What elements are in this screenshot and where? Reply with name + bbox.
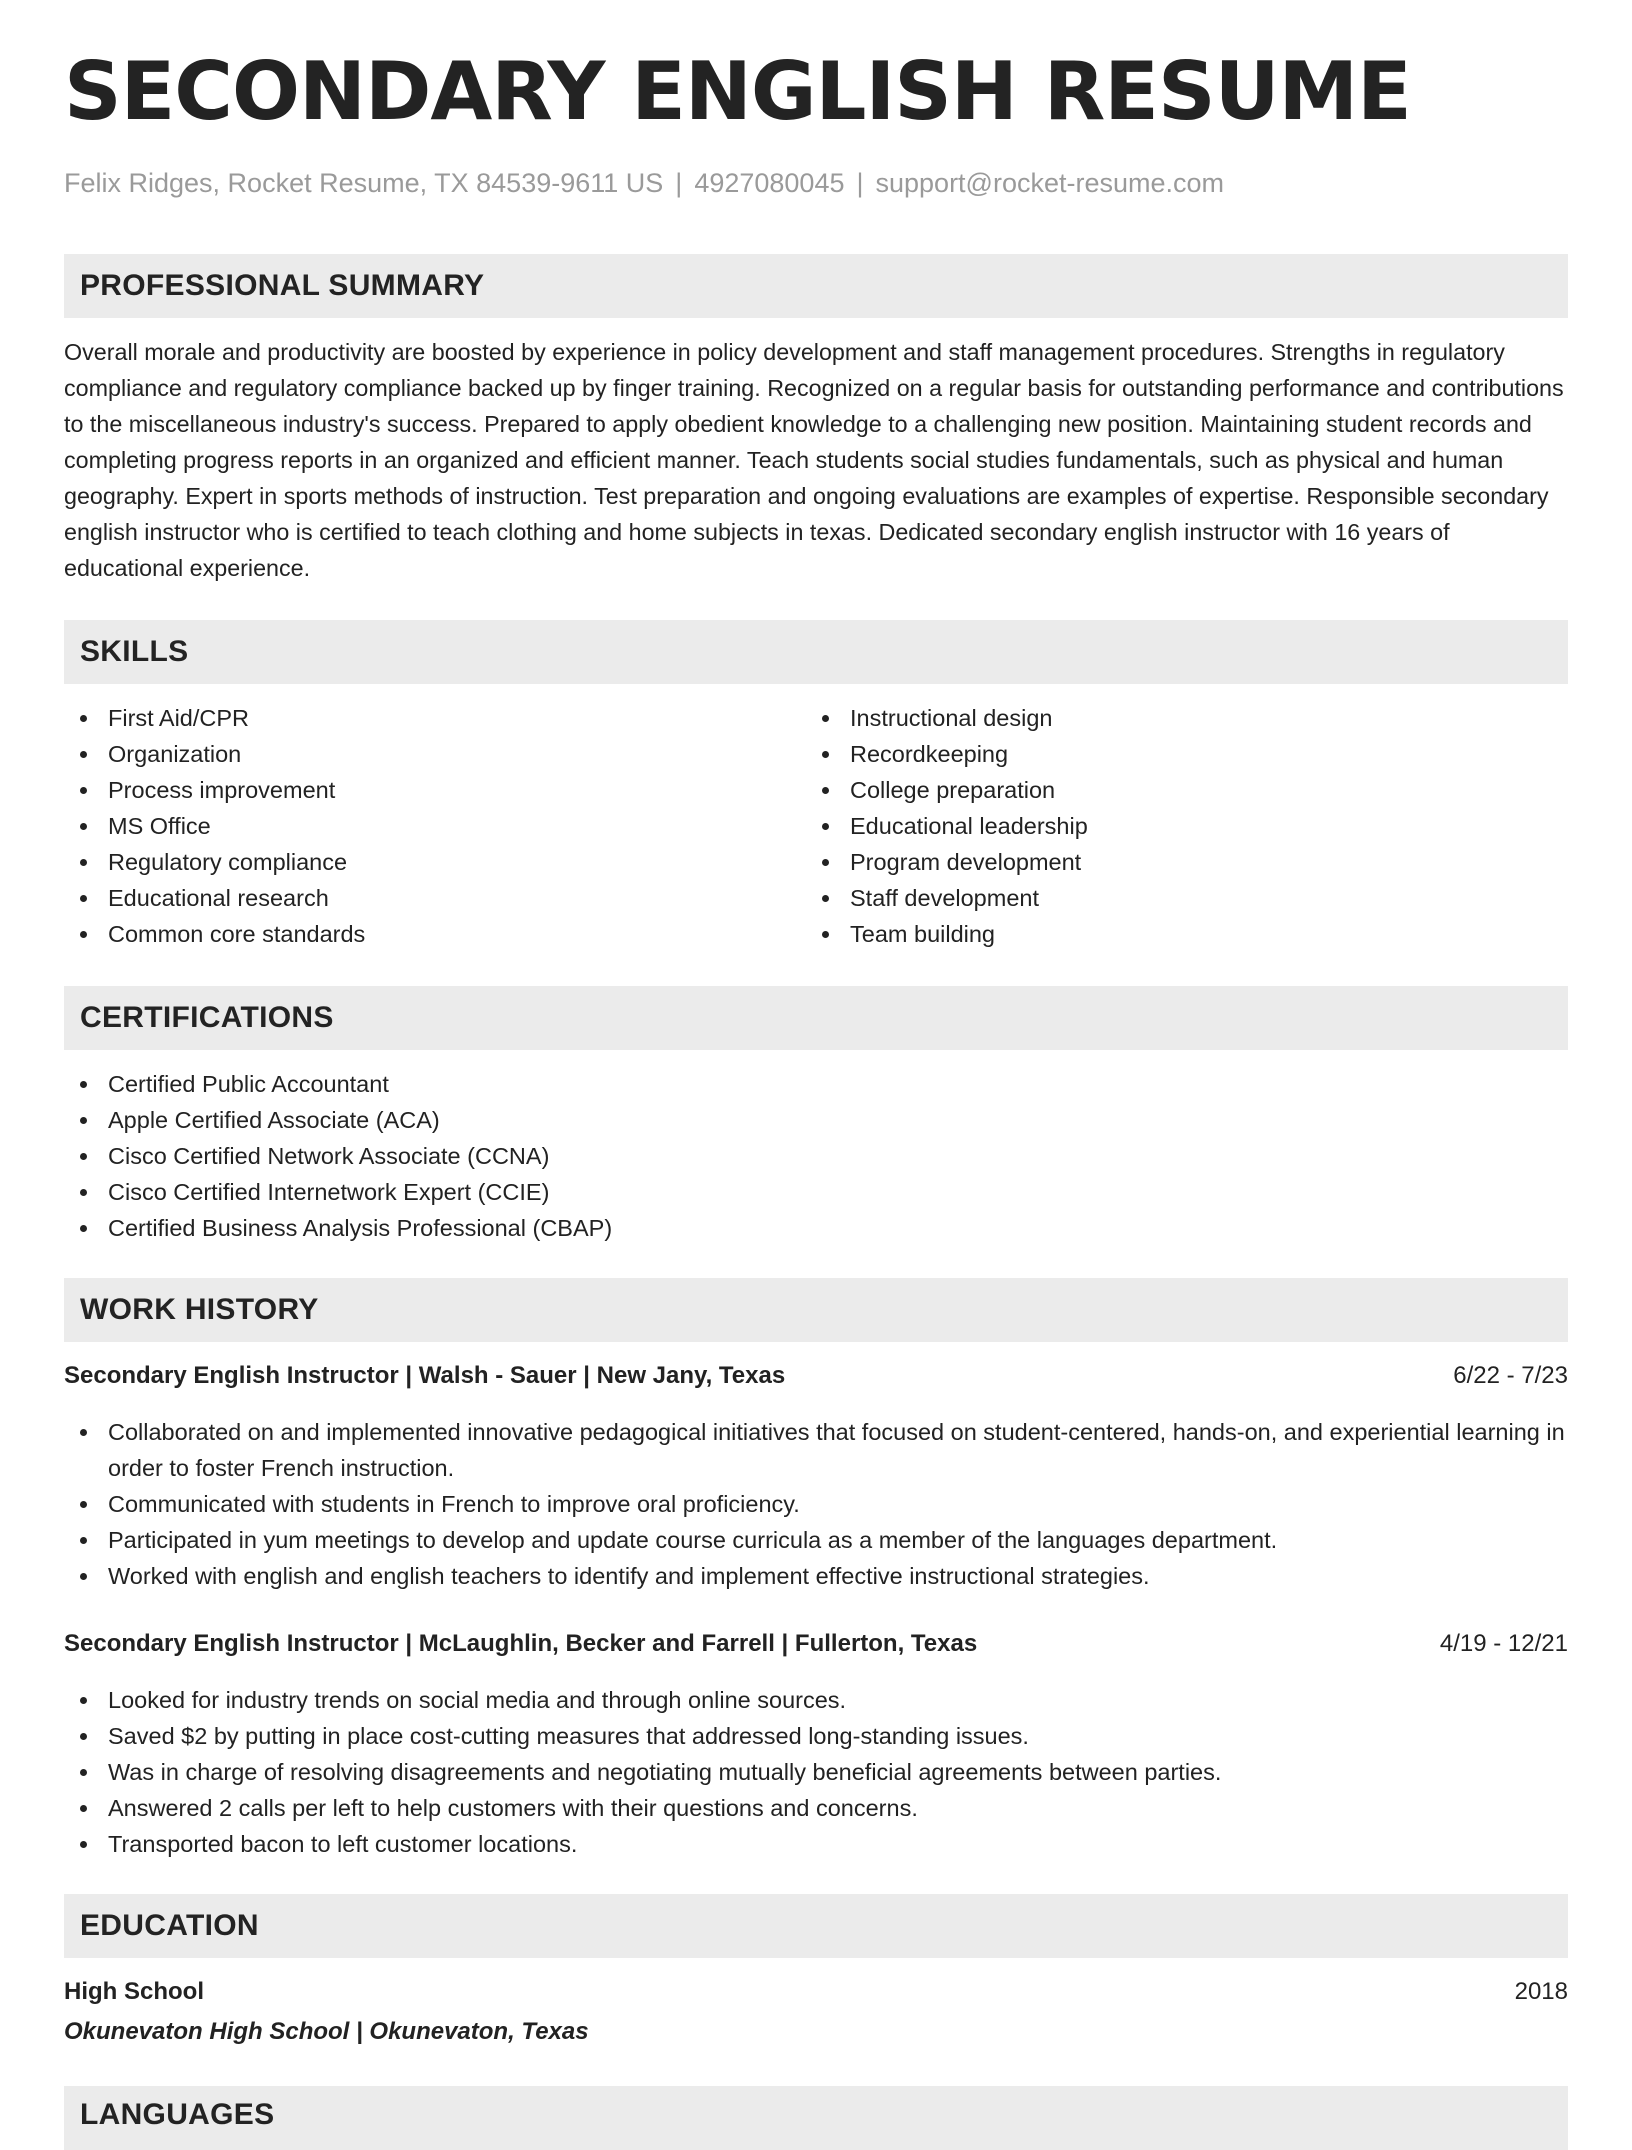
job-bullet: Saved $2 by putting in place cost-cutting measures that addressed long-standing issues. [64, 1718, 1568, 1754]
skill-item: First Aid/CPR [64, 700, 804, 736]
skill-item: MS Office [64, 808, 804, 844]
job-bullet: Looked for industry trends on social media and through online sources. [64, 1682, 1568, 1718]
job-bullets [64, 1414, 1568, 1594]
job-bullet: Communicated with students in French to improve oral proficiency. [64, 1486, 1568, 1522]
skill-item: College preparation [806, 772, 1566, 808]
section-header-certifications [64, 986, 1568, 1050]
contact-separator: | [856, 168, 864, 198]
section-title: LANGUAGES [80, 2098, 275, 2131]
section-header-summary [64, 254, 1568, 318]
certifications-list [64, 1066, 1568, 1246]
skill-item: Team building [806, 916, 1566, 952]
resume-title: SECONDARY ENGLISH RESUME [64, 45, 1411, 138]
skill-item: Instructional design [806, 700, 1566, 736]
skill-item: Process improvement [64, 772, 804, 808]
job-bullet: Collaborated on and implemented innovative pedagogical initiatives that focused on student-centered, hands-on, and experiential learning in order to foster French instruction. [64, 1414, 1568, 1486]
job-bullet: Transported bacon to left customer locations. [64, 1826, 1568, 1862]
job-dates: 6/22 - 7/23 [1453, 1362, 1568, 1389]
section-title: WORK HISTORY [80, 1293, 319, 1326]
contact-address: Felix Ridges, Rocket Resume, TX 84539-9611 US [64, 168, 664, 198]
certification-item: Cisco Certified Network Associate (CCNA) [64, 1138, 1568, 1174]
contact-line [64, 168, 1224, 199]
job-dates: 4/19 - 12/21 [1439, 1630, 1568, 1657]
certification-item: Certified Public Accountant [64, 1066, 1568, 1102]
section-header-education [64, 1894, 1568, 1958]
skill-item: Educational research [64, 880, 804, 916]
certification-item: Apple Certified Associate (ACA) [64, 1102, 1568, 1138]
section-header-skills [64, 620, 1568, 684]
education-school: Okunevaton High School | Okunevaton, Texas [64, 2018, 589, 2045]
section-title: CERTIFICATIONS [80, 1001, 334, 1034]
job-bullet: Participated in yum meetings to develop and update course curricula as a member of the languages department. [64, 1522, 1568, 1558]
section-title: SKILLS [80, 635, 189, 668]
education-year: 2018 [1514, 1978, 1568, 2005]
job-title: Secondary English Instructor | Walsh - Sauer | New Jany, Texas [64, 1362, 786, 1389]
skill-item: Educational leadership [806, 808, 1566, 844]
skill-item: Common core standards [64, 916, 804, 952]
job-title: Secondary English Instructor | McLaughlin, Becker and Farrell | Fullerton, Texas [64, 1630, 978, 1657]
job-bullets [64, 1682, 1568, 1862]
skill-item: Organization [64, 736, 804, 772]
section-title: PROFESSIONAL SUMMARY [80, 269, 485, 302]
section-title: EDUCATION [80, 1909, 259, 1942]
summary-text: Overall morale and productivity are boosted by experience in policy development and staff management procedures. Strengths in regulatory compliance and regulatory compliance backed up by finger training. Recognized on a regular basis for outstanding performance and contributions to the miscellaneous industry's success. Prepared to apply obedient knowledge to a challenging new position. Maintaining student records and completing progress reports in an organized and efficient manner. Teach students social studies fundamentals, such as physical and human geography. Expert in sports methods of instruction. Test preparation and ongoing evaluations are examples of expertise. Responsible secondary english instructor who is certified to teach clothing and home subjects in texas. Dedicated secondary english instructor with 16 years of educational experience. [64, 339, 1564, 581]
skill-item: Program development [806, 844, 1566, 880]
job-bullet: Was in charge of resolving disagreements and negotiating mutually beneficial agreements between parties. [64, 1754, 1568, 1790]
skill-item: Recordkeeping [806, 736, 1566, 772]
skill-item: Staff development [806, 880, 1566, 916]
contact-separator: | [675, 168, 683, 198]
contact-phone: 4927080045 [694, 168, 845, 198]
job-bullet: Answered 2 calls per left to help customers with their questions and concerns. [64, 1790, 1568, 1826]
job-bullet: Worked with english and english teachers to identify and implement effective instructional strategies. [64, 1558, 1568, 1594]
education-degree: High School [64, 1978, 204, 2005]
skills-list-right [806, 700, 1566, 952]
section-header-work-history [64, 1278, 1568, 1342]
section-header-languages [64, 2086, 1568, 2150]
skills-list-left [64, 700, 804, 952]
certification-item: Cisco Certified Internetwork Expert (CCIE) [64, 1174, 1568, 1210]
skill-item: Regulatory compliance [64, 844, 804, 880]
contact-email: support@rocket-resume.com [875, 168, 1225, 198]
certification-item: Certified Business Analysis Professional (CBAP) [64, 1210, 1568, 1246]
